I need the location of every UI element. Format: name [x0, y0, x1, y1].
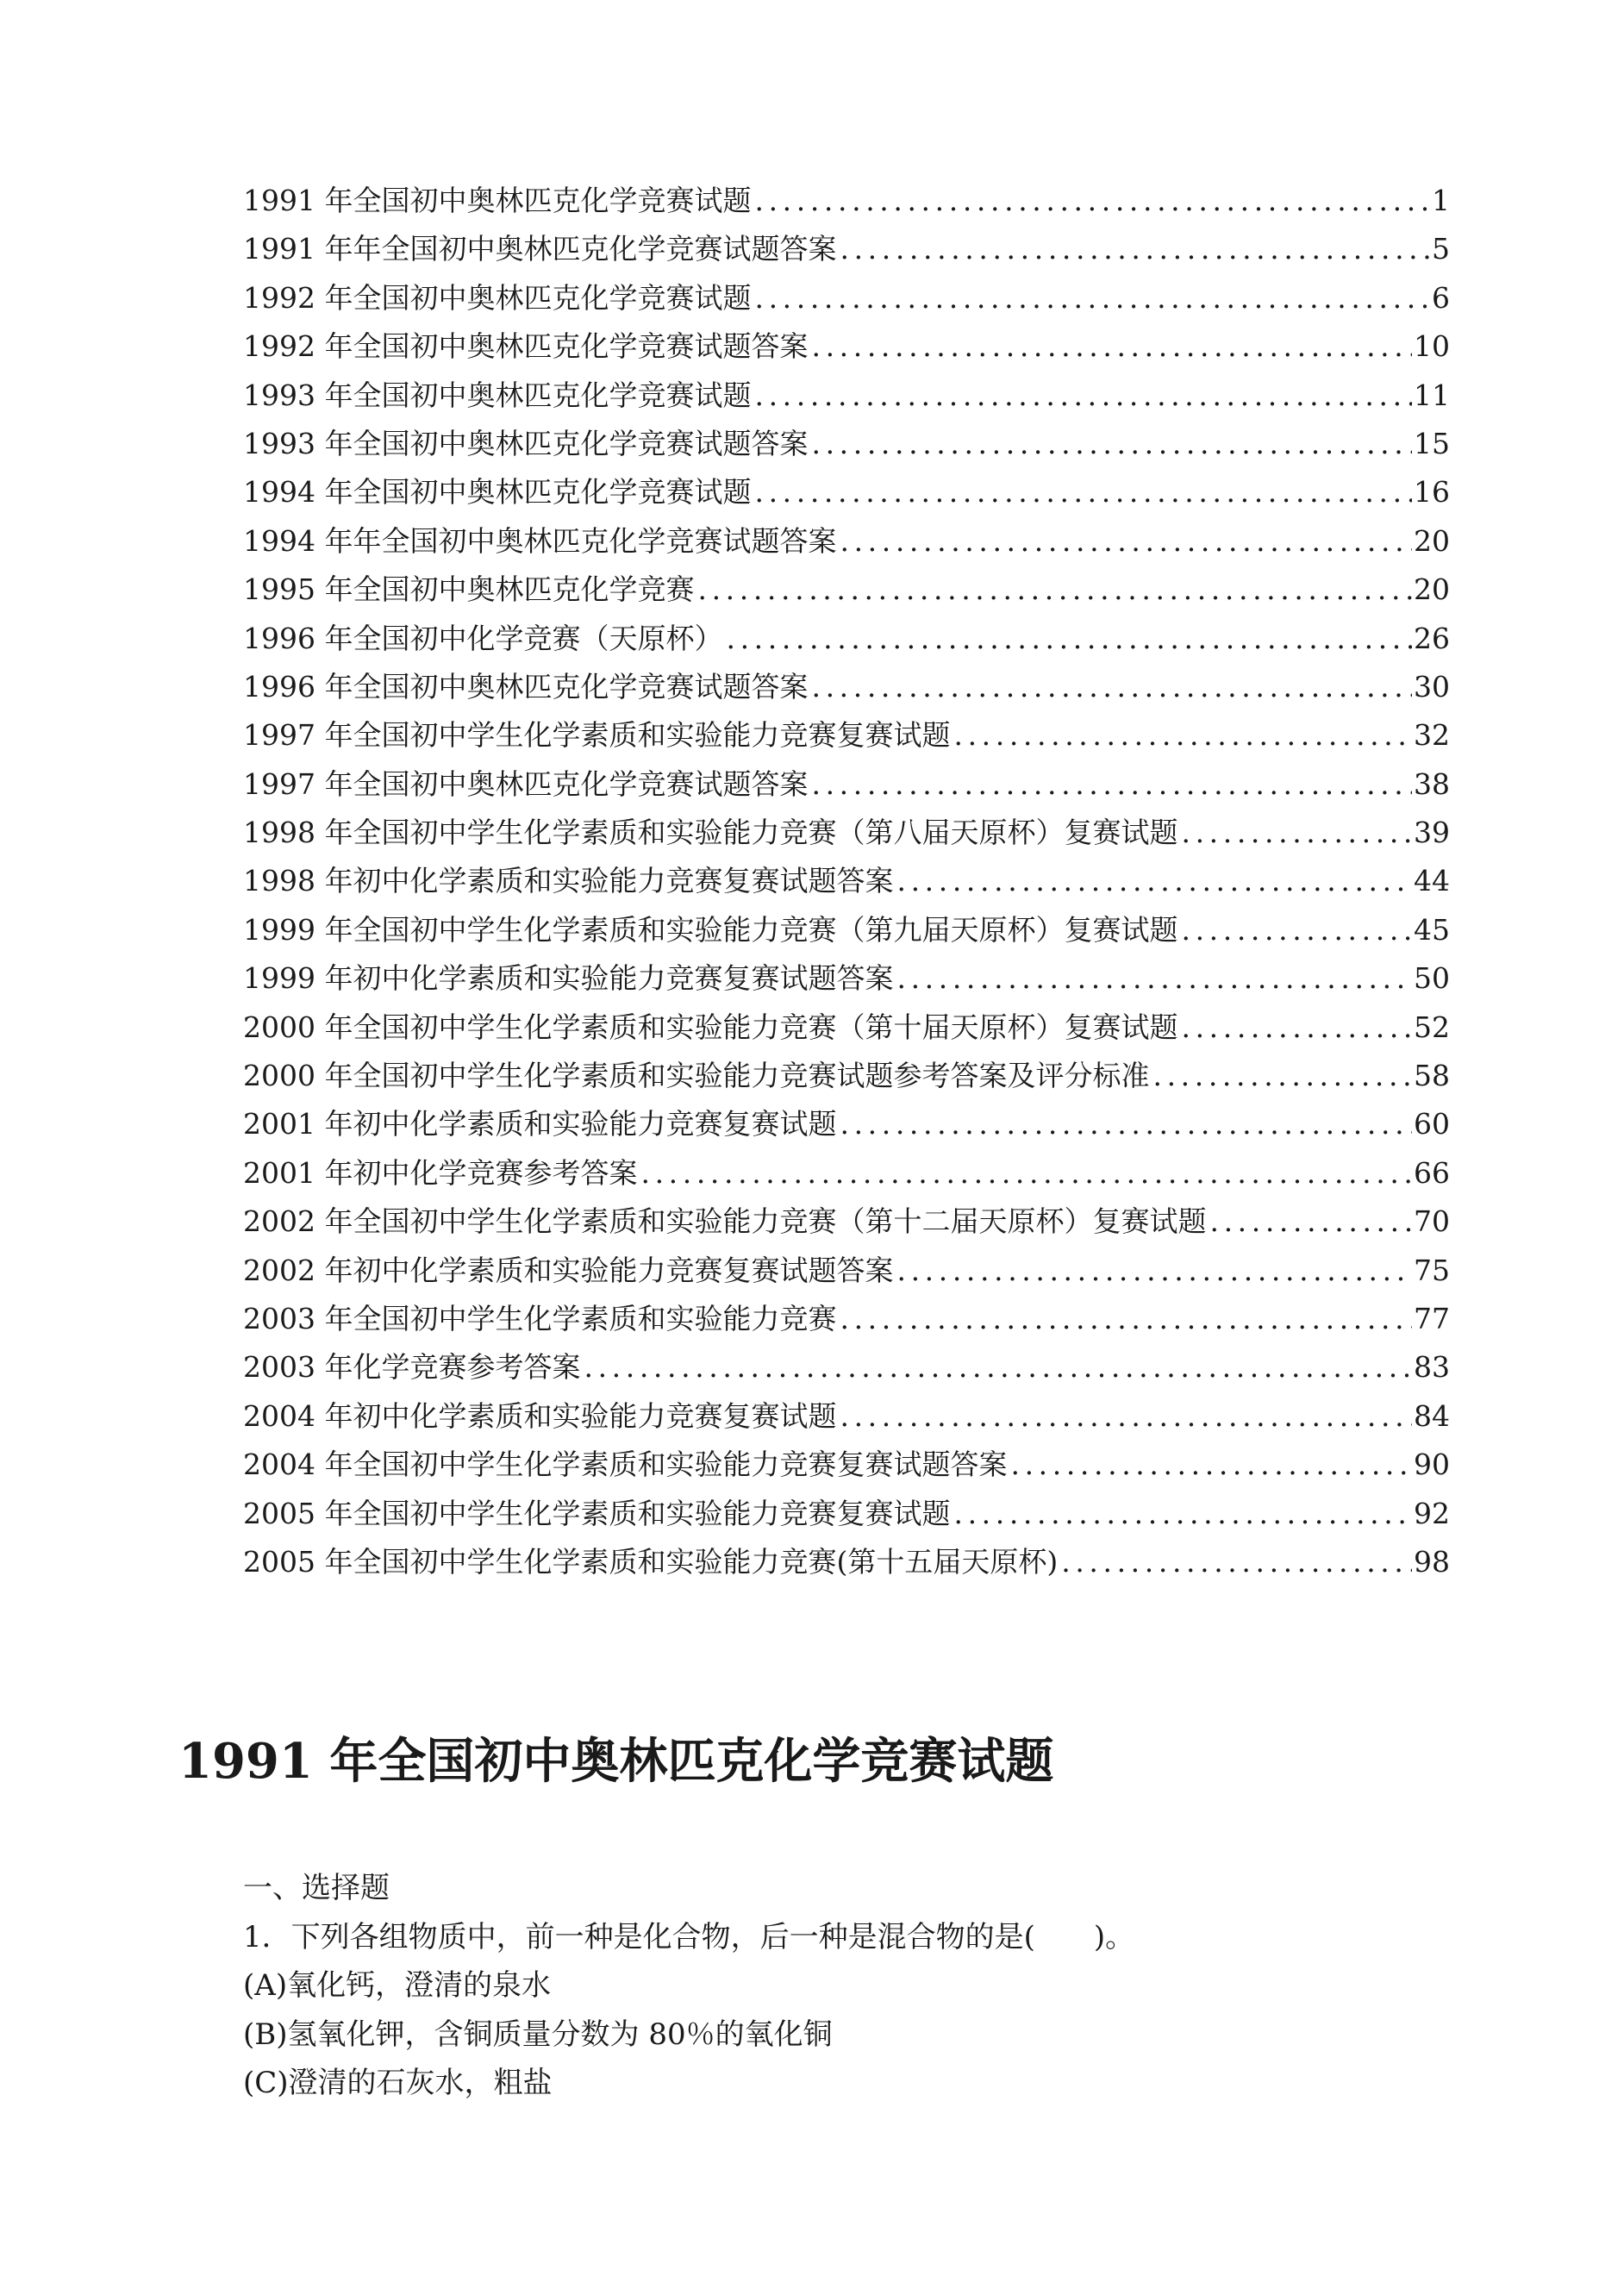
toc-entry[interactable] — [243, 615, 1450, 663]
toc-entry-title: 2003 年化学竞赛参考答案 — [243, 1350, 581, 1385]
toc-entry-title: 1996 年全国初中奥林匹克化学竞赛试题答案 — [243, 669, 809, 704]
toc-entry[interactable] — [243, 663, 1450, 711]
toc-dot-leader — [808, 322, 1412, 371]
toc-dot-leader — [1007, 1441, 1412, 1489]
toc-dot-leader — [1177, 1004, 1412, 1052]
toc-entry[interactable] — [243, 566, 1450, 614]
toc-entry[interactable] — [243, 1295, 1450, 1343]
toc-entry-title: 1995 年全国初中奥林匹克化学竞赛 — [243, 572, 695, 607]
toc-entry[interactable] — [243, 760, 1450, 809]
toc-page-number: 60 — [1414, 1107, 1450, 1141]
toc-entry[interactable] — [243, 1538, 1450, 1586]
toc-dot-leader — [694, 566, 1412, 614]
toc-dot-leader — [836, 1295, 1412, 1343]
toc-page-number: 26 — [1414, 621, 1450, 655]
toc-page-number: 52 — [1414, 1010, 1450, 1044]
toc-page-number: 6 — [1432, 280, 1450, 315]
toc-entry[interactable] — [243, 177, 1450, 225]
toc-entry[interactable] — [243, 711, 1450, 760]
toc-page-number: 16 — [1414, 475, 1450, 510]
toc-entry[interactable] — [243, 372, 1450, 420]
question-text: 1．下列各组物质中，前一种是化合物，后一种是混合物的是( )。 — [243, 1919, 1135, 1954]
toc-dot-leader — [950, 1490, 1412, 1538]
toc-entry-title: 1999 年全国初中学生化学素质和实验能力竞赛（第九届天原杯）复赛试题 — [243, 912, 1178, 947]
toc-entry-title: 2002 年初中化学素质和实验能力竞赛复赛试题答案 — [243, 1253, 894, 1287]
toc-entry-title: 2004 年全国初中学生化学素质和实验能力竞赛复赛试题答案 — [243, 1448, 1008, 1482]
toc-dot-leader — [637, 1149, 1412, 1198]
toc-page-number: 20 — [1414, 523, 1450, 558]
toc-dot-leader — [751, 468, 1412, 516]
toc-dot-leader — [893, 1247, 1412, 1295]
toc-entry[interactable] — [243, 1343, 1450, 1391]
toc-entry-title: 1991 年全国初中奥林匹克化学竞赛试题 — [243, 184, 752, 217]
toc-entry-title: 2002 年全国初中学生化学素质和实验能力竞赛（第十二届天原杯）复赛试题 — [243, 1204, 1207, 1239]
toc-page-number: 50 — [1414, 961, 1450, 996]
toc-page-number: 92 — [1414, 1496, 1450, 1530]
toc-dot-leader — [1149, 1052, 1412, 1100]
toc-entry-title: 1994 年全国初中奥林匹克化学竞赛试题 — [243, 475, 752, 510]
toc-entry-title: 1999 年初中化学素质和实验能力竞赛复赛试题答案 — [243, 961, 894, 996]
toc-dot-leader — [836, 1392, 1412, 1441]
toc-entry[interactable] — [243, 1247, 1450, 1295]
section-heading: 1991 年全国初中奥林匹克化学竞赛试题 — [178, 1733, 1054, 1790]
toc-page-number: 44 — [1414, 864, 1450, 898]
toc-entry[interactable] — [243, 1004, 1450, 1052]
subsection-title: 一、选择题 — [243, 1871, 390, 1905]
toc-entry-title: 2004 年初中化学素质和实验能力竞赛复赛试题 — [243, 1398, 837, 1433]
toc-page-number: 38 — [1414, 766, 1450, 801]
toc-page-number: 70 — [1414, 1204, 1450, 1239]
toc-dot-leader — [893, 954, 1412, 1003]
toc-dot-leader — [1177, 906, 1412, 954]
toc-entry-title: 2003 年全国初中学生化学素质和实验能力竞赛 — [243, 1301, 837, 1335]
toc-entry-title: 2001 年初中化学竞赛参考答案 — [243, 1155, 638, 1190]
toc-page-number: 83 — [1414, 1350, 1450, 1385]
answer-option: (A)氧化钙，澄清的泉水 — [243, 1968, 552, 2003]
toc-dot-leader — [808, 760, 1412, 809]
table-of-contents — [243, 177, 1450, 1586]
toc-entry-title: 1996 年全国初中化学竞赛（天原杯） — [243, 621, 723, 655]
toc-dot-leader — [836, 225, 1430, 273]
toc-dot-leader — [722, 615, 1412, 663]
toc-dot-leader — [808, 420, 1412, 468]
toc-dot-leader — [950, 711, 1412, 760]
toc-dot-leader — [808, 663, 1412, 711]
toc-entry[interactable] — [243, 225, 1450, 273]
toc-entry[interactable] — [243, 1052, 1450, 1100]
toc-dot-leader — [836, 517, 1412, 566]
toc-entry[interactable] — [243, 322, 1450, 371]
toc-entry[interactable] — [243, 1100, 1450, 1148]
toc-page-number: 58 — [1414, 1059, 1450, 1093]
toc-entry-title: 2000 年全国初中学生化学素质和实验能力竞赛试题参考答案及评分标准 — [243, 1059, 1150, 1093]
toc-entry[interactable] — [243, 517, 1450, 566]
toc-entry[interactable] — [243, 1490, 1450, 1538]
toc-page-number: 30 — [1414, 669, 1450, 704]
toc-entry[interactable] — [243, 1198, 1450, 1246]
toc-entry-title: 2001 年初中化学素质和实验能力竞赛复赛试题 — [243, 1107, 837, 1141]
toc-entry-title: 1993 年全国初中奥林匹克化学竞赛试题 — [243, 378, 752, 412]
toc-entry-title: 1991 年年全国初中奥林匹克化学竞赛试题答案 — [243, 232, 837, 266]
toc-dot-leader — [751, 177, 1430, 225]
toc-entry-title: 1993 年全国初中奥林匹克化学竞赛试题答案 — [243, 426, 809, 460]
toc-entry[interactable] — [243, 1149, 1450, 1198]
toc-entry-title: 1992 年全国初中奥林匹克化学竞赛试题 — [243, 280, 752, 315]
toc-page-number: 90 — [1414, 1448, 1450, 1482]
toc-entry[interactable] — [243, 274, 1450, 322]
toc-entry[interactable] — [243, 1441, 1450, 1489]
toc-dot-leader — [836, 1100, 1412, 1148]
toc-entry-title: 1997 年全国初中学生化学素质和实验能力竞赛复赛试题 — [243, 718, 951, 753]
toc-page-number: 11 — [1414, 378, 1450, 412]
toc-page-number: 32 — [1414, 718, 1450, 753]
toc-page-number: 45 — [1414, 912, 1450, 947]
toc-entry-title: 1994 年年全国初中奥林匹克化学竞赛试题答案 — [243, 523, 837, 558]
toc-dot-leader — [751, 274, 1430, 322]
toc-dot-leader — [1206, 1198, 1412, 1246]
toc-entry[interactable] — [243, 857, 1450, 905]
toc-entry[interactable] — [243, 954, 1450, 1003]
toc-page-number: 66 — [1414, 1155, 1450, 1190]
toc-page-number: 77 — [1414, 1301, 1450, 1335]
toc-entry-title: 2005 年全国初中学生化学素质和实验能力竞赛(第十五届天原杯) — [243, 1544, 1059, 1579]
toc-page-number: 98 — [1414, 1544, 1450, 1579]
toc-entry-title: 1992 年全国初中奥林匹克化学竞赛试题答案 — [243, 329, 809, 364]
question-body — [243, 1864, 1450, 2108]
toc-dot-leader — [751, 372, 1412, 420]
answer-option: (C)澄清的石灰水，粗盐 — [243, 2066, 553, 2100]
toc-entry[interactable] — [243, 1392, 1450, 1441]
toc-page-number: 15 — [1414, 426, 1450, 460]
toc-entry-title: 2000 年全国初中学生化学素质和实验能力竞赛（第十届天原杯）复赛试题 — [243, 1010, 1178, 1044]
toc-page-number: 5 — [1432, 232, 1450, 266]
toc-page-number: 39 — [1414, 816, 1450, 850]
toc-page-number: 10 — [1414, 329, 1450, 364]
toc-dot-leader — [1058, 1538, 1412, 1586]
toc-entry[interactable] — [243, 420, 1450, 468]
toc-entry[interactable] — [243, 468, 1450, 516]
toc-entry-title: 1997 年全国初中奥林匹克化学竞赛试题答案 — [243, 766, 809, 801]
toc-entry[interactable] — [243, 906, 1450, 954]
toc-dot-leader — [1177, 809, 1412, 857]
toc-page-number: 20 — [1414, 572, 1450, 607]
toc-dot-leader — [580, 1343, 1412, 1391]
toc-entry-title: 1998 年全国初中学生化学素质和实验能力竞赛（第八届天原杯）复赛试题 — [243, 816, 1178, 850]
toc-page-number: 84 — [1414, 1398, 1450, 1433]
answer-option: (B)氢氧化钾，含铜质量分数为 80％的氧化铜 — [243, 2017, 833, 2052]
toc-page-number: 1 — [1432, 184, 1450, 217]
toc-entry-title: 2005 年全国初中学生化学素质和实验能力竞赛复赛试题 — [243, 1496, 951, 1530]
toc-dot-leader — [893, 857, 1412, 905]
toc-entry-title: 1998 年初中化学素质和实验能力竞赛复赛试题答案 — [243, 864, 894, 898]
toc-page-number: 75 — [1414, 1253, 1450, 1287]
toc-entry[interactable] — [243, 809, 1450, 857]
